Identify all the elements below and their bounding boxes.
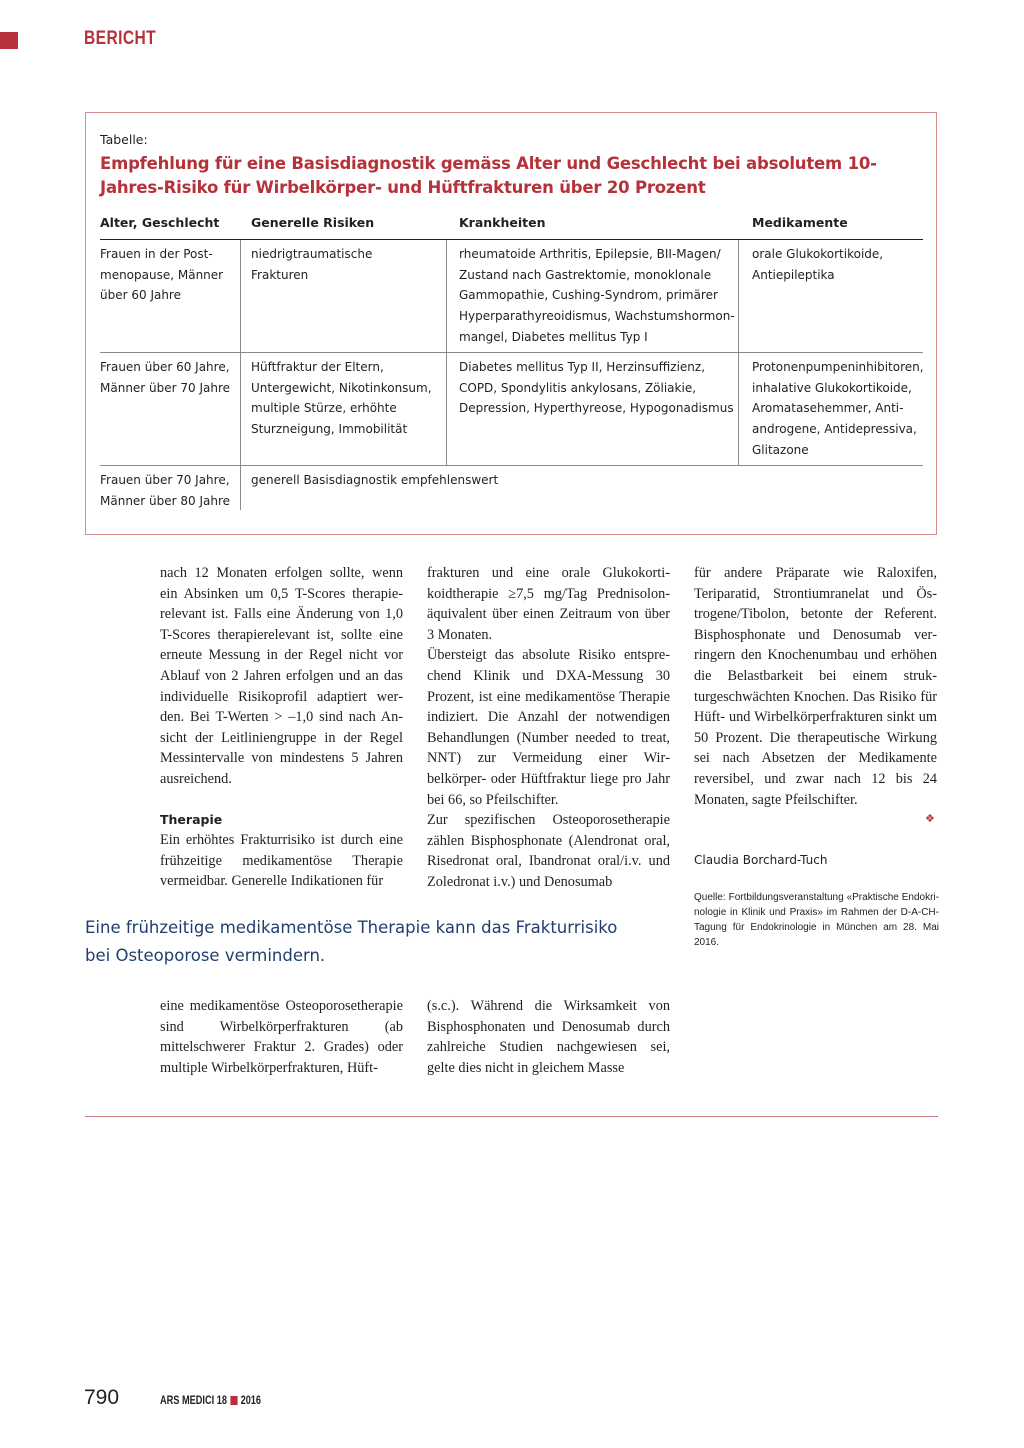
- article-paragraph: für andere Präparate wie Raloxifen, Teriparatid, Strontiumranelat und Östrogene/Tibolon, betonte der Referent. Bisphosphonate und Denosumab verringern den Knochenumbau und erhöhen die Belastbarkeit bei einem strukturgeschwächten Knochen. Das Risiko für Hüft- und Wirbelkörperfrakturen sinkt um 50 Prozent. Die therapeutische Wirkung sei nach Absetzen der Medikamente reversibel, und zwar nach 12 bis 24 Monaten, sagte Pfeilschifter.: [694, 565, 937, 808]
- column-divider: [446, 353, 447, 465]
- table-cell-group: Frauen in der Post- menopause, Männer über 60 Jahre: [100, 247, 224, 303]
- journal-name: ARS MEDICI 18: [160, 1395, 227, 1407]
- article-paragraph: Zur spezifischen Osteoporosetherapie zählen Bisphosphonate (Alendronat oral, Risedronat oral, Ibandronat oral/i.v. und Zoledronat i.v.) und Denosumab: [427, 812, 670, 890]
- column-divider: [240, 466, 241, 510]
- column-header-risks: Generelle Risiken: [251, 215, 375, 230]
- column-divider: [240, 353, 241, 465]
- table-cell-diseases: Diabetes mellitus Typ II, Herzinsuffizienz, COPD, Spondylitis ankylosans, Zöliakie, Depression, Hyperthyreose, Hypogonadismus: [459, 360, 734, 416]
- end-mark: ❖: [925, 812, 935, 825]
- article-paragraph: nach 12 Monaten erfolgen sollte, wenn ein Absinken um 0,5 T-Scores therapierelevant ist. Falls eine Änderung von 1,0 T-Scores therapierelevant ist, sollte eine erneute Messung in der Regel nicht vor Ablauf von 2 Jahren erfolgen und an das individuelle Risikoprofil adaptiert werden. Bei T-Werten > –1,0 sind nach Ansicht der Leitliniengruppe in der Regel Messintervalle von mindestens 5 Jahren ausreichend.: [160, 565, 403, 787]
- journal-year: 2016: [240, 1395, 262, 1407]
- author-name: Claudia Borchard-Tuch: [694, 853, 828, 867]
- column-divider: [446, 240, 447, 352]
- table-cell-group: Frauen über 60 Jahre, Männer über 70 Jahre: [100, 360, 231, 395]
- table-cell-risks: generell Basisdiagnostik empfehlenswert: [251, 473, 499, 487]
- header-rule: [100, 239, 923, 240]
- article-column-1-continued: [160, 996, 403, 1078]
- row-divider: [100, 465, 923, 466]
- section-marker: [0, 32, 18, 49]
- column-divider: [738, 353, 739, 465]
- page-number: 790: [84, 1386, 120, 1409]
- section-heading-therapy: Therapie: [160, 811, 223, 827]
- article-paragraph: Ein erhöhtes Frakturrisiko ist durch eine frühzeitige medikamentöse Therapie vermeidbar. Generelle Indikationen für: [160, 832, 403, 890]
- footer-rule: [85, 1116, 938, 1117]
- table-cell-risks: Hüftfraktur der Eltern, Untergewicht, Nikotinkonsum, multiple Stürze, erhöhte Sturzneigung, Immobilität: [251, 360, 432, 437]
- column-header-age: Alter, Geschlecht: [100, 215, 220, 230]
- article-column-3: [694, 563, 937, 810]
- column-header-drugs: Medikamente: [752, 215, 848, 230]
- column-divider: [240, 240, 241, 352]
- column-header-diseases: Krankheiten: [459, 215, 546, 230]
- row-divider: [100, 352, 923, 353]
- article-paragraph: (s.c.). Während die Wirksamkeit von Bisphosphonaten und Denosumab durch zahlreiche Studien nachgewiesen sei, gelte dies nicht in gleichem Masse: [427, 998, 670, 1076]
- table-caption: Tabelle:: [100, 132, 148, 147]
- table-cell-drugs: Protonenpumpeninhibitoren, inhalative Glukokortikoide, Aromatasehemmer, Anti- androgene, Antidepressiva, Glitazone: [752, 360, 924, 457]
- square-separator-icon: [230, 1396, 237, 1405]
- table-cell-diseases: rheumatoide Arthritis, Epilepsie, BII-Magen/ Zustand nach Gastrektomie, monoklonale Gammopathie, Cushing-Syndrom, primärer Hyperparathyreoidismus, Wachstumshormon- mangel, Diabetes mellitus Typ I: [459, 247, 735, 344]
- article-column-1: [160, 563, 403, 892]
- table-title: Empfehlung für eine Basisdiagnostik gemäss Alter und Geschlecht bei absolutem 10-Jahres-Risiko für Wirbelkörper- und Hüftfrakturen über 20 Prozent: [100, 154, 877, 197]
- table-cell-risks: niedrigtraumatische Frakturen: [251, 247, 373, 282]
- table-cell-group: Frauen über 70 Jahre, Männer über 80 Jahre: [100, 473, 231, 508]
- pull-quote: Eine frühzeitige medikamentöse Therapie kann das Frakturrisiko bei Osteoporose vermindern.: [85, 918, 618, 965]
- article-paragraph: frakturen und eine orale Glukokortikoidtherapie ≥7,5 mg/Tag Prednisolon-äquivalent über einen Zeitraum von über 3 Monaten.: [427, 565, 670, 643]
- section-label: BERICHT: [84, 28, 157, 49]
- table-cell-drugs: orale Glukokortikoide, Antiepileptika: [752, 247, 884, 282]
- article-column-2: [427, 563, 670, 893]
- article-paragraph: eine medikamentöse Osteoporosetherapie sind Wirbelkörperfrakturen (ab mittelschwerer Fraktur 2. Grades) oder multiple Wirbelkörperfrakturen, Hüft-: [160, 998, 403, 1076]
- article-column-2-continued: [427, 996, 670, 1078]
- article-paragraph: Übersteigt das absolute Risiko entsprechend Klinik und DXA-Messung 30 Prozent, ist eine medikamentöse Therapie indiziert. Die Anzahl der notwendigen Behandlungen (Number needed to treat, NNT) zur Vermeidung einer Wirbelkörper- oder Hüftfraktur liege pro Jahr bei 66, so Pfeilschifter.: [427, 647, 670, 808]
- journal-info: [160, 1395, 261, 1407]
- source-note: Quelle: Fortbildungsveranstaltung «Praktische Endokrinologie in Klinik und Praxis» im Rahmen der D-A-CH-Tagung für Endokrinologie in München am 28. Mai 2016.: [694, 892, 939, 948]
- column-divider: [738, 240, 739, 352]
